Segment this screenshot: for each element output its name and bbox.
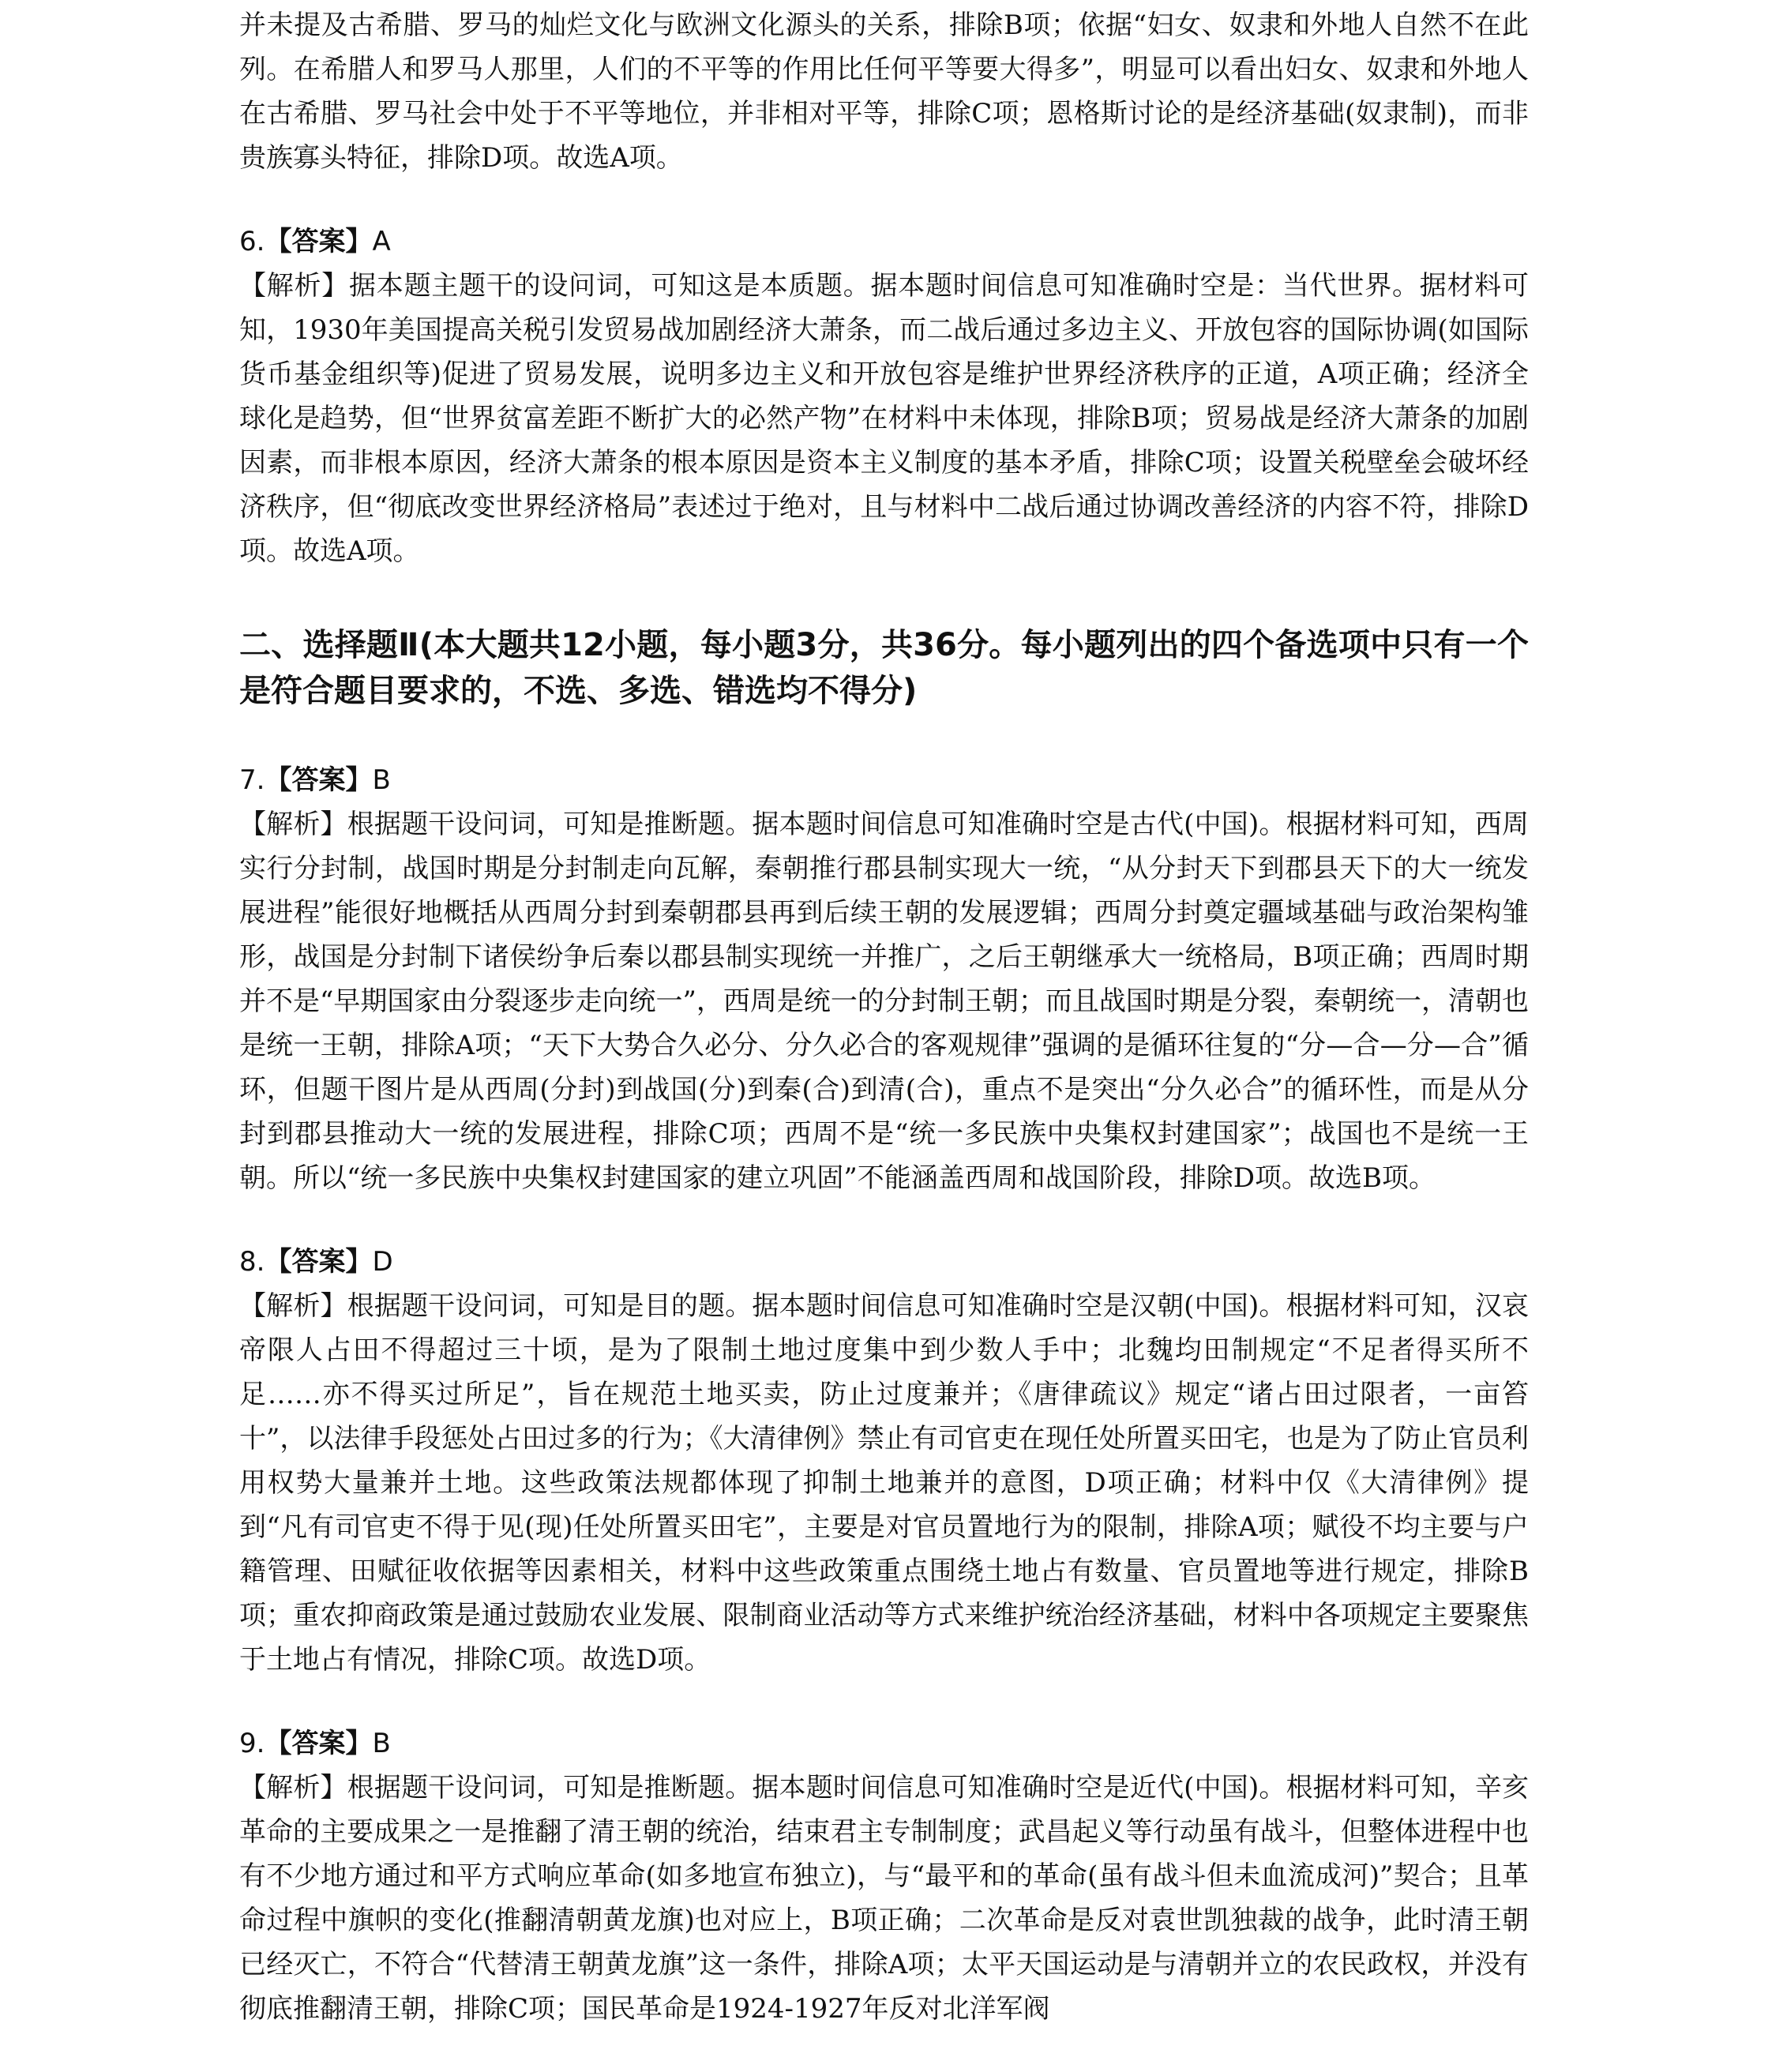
analysis-label: 【解析】 [239, 1772, 347, 1804]
analysis-text: 根据题干设问词，可知是目的题。据本题时间信息可知准确时空是汉朝(中国)。根据材料可知，汉哀帝限人占田不得超过三十顷，是为了限制土地过度集中到少数人手中；北魏均田制规定“不足者得买所不足……亦不得买过所足”，旨在规范土地买卖，防止过度兼并；《唐律疏议》规定“诸占田过限者，一亩笞十”，以法律手段惩处占田过多的行为；《大清律例》禁止有司官吏在现任处所置买田宅，也是为了防止官员利用权势大量兼并土地。这些政策法规都体现了抑制土地兼并的意图，D项正确；材料中仅《大清律例》提到“凡有司官吏不得于见(现)任处所置买田宅”，主要是对官员置地行为的限制，排除A项；赋役不均主要与户籍管理、田赋征收依据等因素相关，材料中这些政策重点围绕土地占有数量、官员置地等进行规定，排除B项；重农抑商政策是通过鼓励农业发展、限制商业活动等方式来维护统治经济基础，材料中各项规定主要聚焦于土地占有情况，排除C项。故选D项。 [239, 1290, 1530, 1676]
question-number: 9. [239, 1728, 265, 1759]
document-page [239, 0, 1529, 2031]
question-number: 7. [239, 764, 265, 796]
analysis-paragraph-8 [239, 1284, 1529, 1682]
analysis-paragraph-9 [239, 1766, 1529, 2031]
intro-paragraph: 并未提及古希腊、罗马的灿烂文化与欧洲文化源头的关系，排除B项；依据“妇女、奴隶和外地人自然不在此列。在希腊人和罗马人那里，人们的不平等的作用比任何平等要大得多”，明显可以看出妇女、奴隶和外地人在古希腊、罗马社会中处于不平等地位，并非相对平等，排除C项；恩格斯讨论的是经济基础(奴隶制)，而非贵族寡头特征，排除D项。故选A项。 [239, 9, 1529, 174]
answer-label: 【答案】 [265, 1728, 373, 1759]
analysis-text: 根据题干设问词，可知是推断题。据本题时间信息可知准确时空是古代(中国)。根据材料可知，西周实行分封制，战国时期是分封制走向瓦解，秦朝推行郡县制实现大一统，“从分封天下到郡县天下的大一统发展进程”能很好地概括从西周分封到秦朝郡县再到后续王朝的发展逻辑；西周分封奠定疆域基础与政治架构雏形，战国是分封制下诸侯纷争后秦以郡县制实现统一并推广，之后王朝继承大一统格局，B项正确；西周时期并不是“早期国家由分裂逐步走向统一”，西周是统一的分封制王朝；而且战国时期是分裂，秦朝统一，清朝也是统一王朝，排除A项；“天下大势合久必分、分久必合的客观规律”强调的是循环往复的“分—合—分—合”循环，但题干图片是从西周(分封)到战国(分)到秦(合)到清(合)，重点不是突出“分久必合”的循环性，而是从分封到郡县推动大一统的发展进程，排除C项；西周不是“统一多民族中央集权封建国家”；战国也不是统一王朝。所以“统一多民族中央集权封建国家的建立巩固”不能涵盖西周和战国阶段，排除D项。故选B项。 [239, 809, 1530, 1194]
analysis-label: 【解析】 [239, 809, 347, 840]
analysis-label: 【解析】 [239, 1290, 347, 1322]
answer-line-8 [239, 1240, 1529, 1284]
question-6 [239, 220, 1529, 573]
analysis-text: 根据题干设问词，可知是推断题。据本题时间信息可知准确时空是近代(中国)。根据材料可知，辛亥革命的主要成果之一是推翻了清王朝的统治，结束君主专制制度；武昌起义等行动虽有战斗，但整体进程中也有不少地方通过和平方式响应革命(如多地宣布独立)，与“最平和的革命(虽有战斗但未血流成河)”契合；且革命过程中旗帜的变化(推翻清朝黄龙旗)也对应上，B项正确；二次革命是反对袁世凯独裁的战争，此时清王朝已经灭亡，不符合“代替清王朝黄龙旗”这一条件，排除A项；太平天国运动是与清朝并立的农民政权，并没有彻底推翻清王朝，排除C项；国民革命是1924-1927年反对北洋军阀 [239, 1772, 1530, 2025]
question-number: 8. [239, 1246, 265, 1278]
question-7 [239, 758, 1529, 1200]
answer-value: D [372, 1246, 393, 1278]
question-9 [239, 1721, 1529, 2031]
analysis-label: 【解析】 [239, 270, 350, 302]
answer-line-6 [239, 220, 1529, 264]
answer-line-9 [239, 1721, 1529, 1766]
answer-line-7 [239, 758, 1529, 802]
answer-label: 【答案】 [265, 1246, 373, 1278]
analysis-paragraph-6 [239, 264, 1529, 573]
analysis-paragraph-7 [239, 802, 1529, 1200]
answer-value: B [372, 1728, 391, 1759]
question-number: 6. [239, 226, 265, 257]
section-heading: 二、选择题Ⅱ(本大题共12小题，每小题3分，共36分。每小题列出的四个备选项中只有一个是符合题目要求的，不选、多选、错选均不得分) [239, 627, 1529, 709]
question-8 [239, 1240, 1529, 1682]
analysis-text: 据本题主题干的设问词，可知这是本质题。据本题时间信息可知准确时空是：当代世界。据材料可知，1930年美国提高关税引发贸易战加剧经济大萧条，而二战后通过多边主义、开放包容的国际协调(如国际货币基金组织等)促进了贸易发展，说明多边主义和开放包容是维护世界经济秩序的正道，A项正确；经济全球化是趋势，但“世界贫富差距不断扩大的必然产物”在材料中未体现，排除B项；贸易战是经济大萧条的加剧因素，而非根本原因，经济大萧条的根本原因是资本主义制度的基本矛盾，排除C项；设置关税壁垒会破坏经济秩序，但“彻底改变世界经济格局”表述过于绝对，且与材料中二战后通过协调改善经济的内容不符，排除D项。故选A项。 [239, 270, 1530, 567]
answer-label: 【答案】 [265, 226, 373, 257]
answer-label: 【答案】 [265, 764, 373, 796]
answer-value: B [372, 764, 391, 796]
answer-value: A [372, 226, 391, 257]
